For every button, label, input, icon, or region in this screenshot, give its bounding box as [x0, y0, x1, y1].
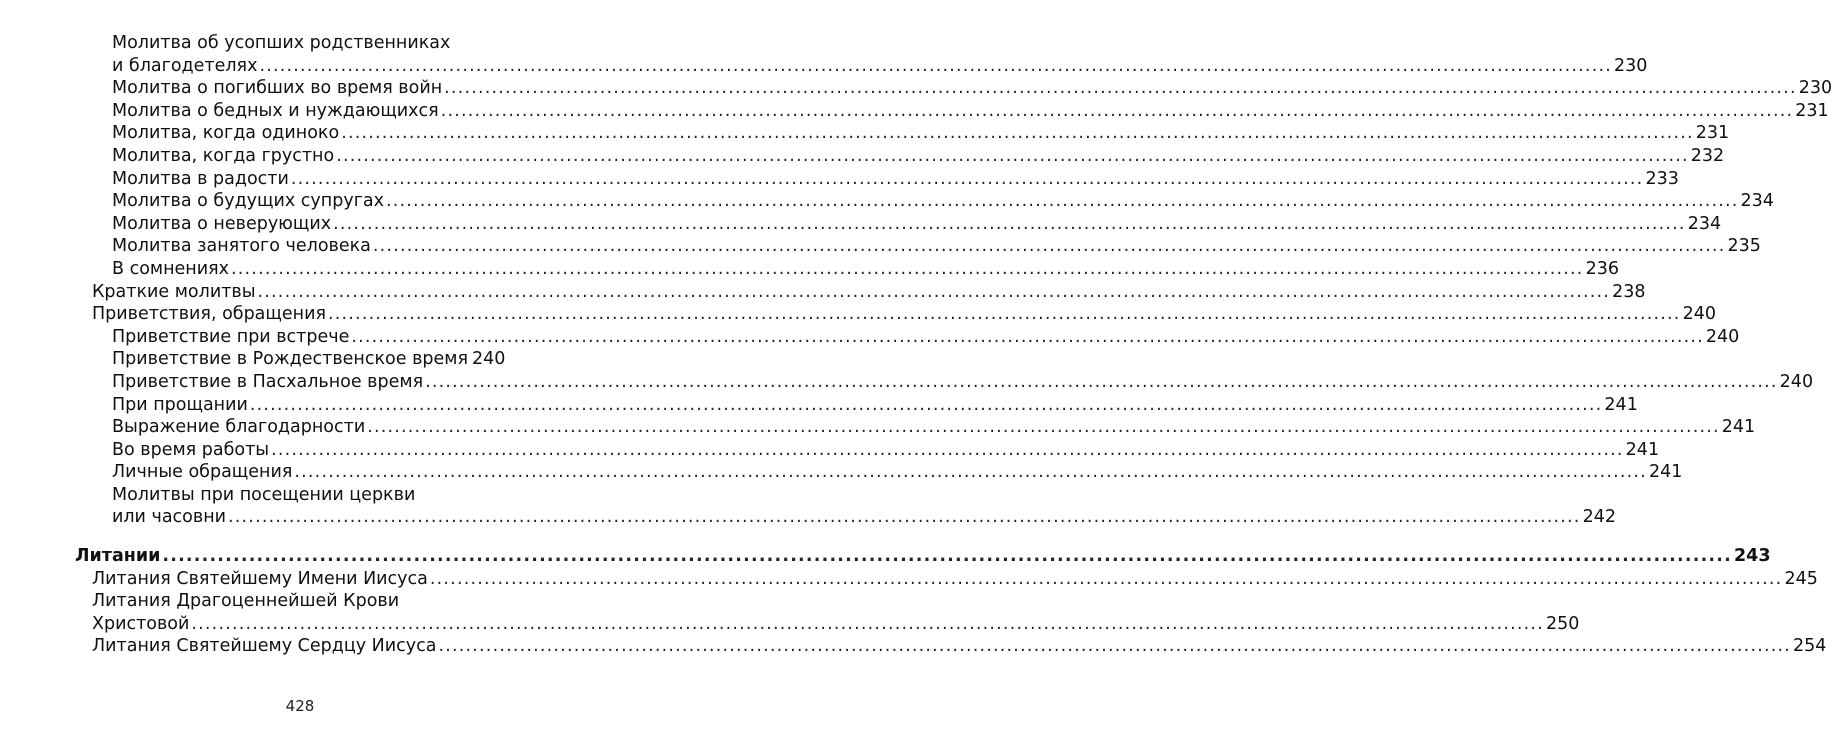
toc-page-number: 241 [1604, 394, 1638, 415]
toc-entry-title: Христовой [92, 613, 190, 634]
dot-leader: ........................................................................................................................................................................................................ [333, 213, 1686, 234]
toc-entry[interactable] [75, 190, 1774, 213]
toc-page-number: 230 [1614, 55, 1648, 76]
dot-leader: ........................................................................................................................................................................................................ [372, 236, 1726, 257]
toc-entry[interactable] [75, 326, 1740, 349]
toc-entry-title: Молитва о будущих супругах [112, 191, 384, 212]
toc-entry-title-line: Молитвы при посещении церкви [112, 484, 416, 505]
toc-entry[interactable] [75, 77, 1832, 100]
toc-entry-row [112, 235, 1761, 258]
toc-page-number: 242 [1582, 507, 1616, 528]
toc-entry-row [92, 635, 1827, 658]
toc-page-number: 236 [1585, 258, 1619, 279]
toc-page-number: 240 [472, 349, 506, 370]
toc-entry-title: В сомнениях [112, 258, 230, 279]
dot-leader: ........................................................................................................................................................................................................ [440, 100, 1794, 121]
toc-entry[interactable] [75, 635, 1827, 658]
toc-page-number: 240 [1779, 371, 1814, 392]
toc-page-number: 230 [1798, 78, 1832, 99]
toc-page-number: 235 [1727, 236, 1761, 257]
toc-entry[interactable] [75, 100, 1829, 123]
toc-entry[interactable] [75, 461, 1683, 484]
toc-entry-title: При прощании [112, 394, 248, 415]
toc-entry-title: Личные обращения [112, 462, 293, 483]
toc-entry[interactable] [75, 281, 1646, 304]
toc-entry-row [112, 213, 1722, 236]
toc-entry-title: Молитва занятого человека [112, 236, 371, 257]
toc-page-number: 240 [1682, 304, 1716, 325]
toc-entry[interactable] [75, 168, 1679, 191]
page-number: 428 [285, 697, 315, 715]
toc-page-number: 231 [1795, 100, 1829, 121]
toc-entry-row [112, 190, 1774, 213]
toc-entry[interactable] [75, 439, 1660, 462]
toc-entry-row [75, 545, 1771, 568]
dot-leader: ........................................................................................................................................................................................................ [385, 191, 1739, 212]
toc-page-number: 254 [1793, 636, 1827, 657]
toc-entry-title: Молитва, когда грустно [112, 145, 335, 166]
toc-entry-row [92, 303, 1716, 326]
toc-entry-title: Литании [75, 546, 161, 567]
toc-entry-title-line: Молитва об усопших родственниках [112, 33, 451, 53]
table-of-contents [75, 32, 1832, 658]
dot-leader: ........................................................................................................................................................................................................ [294, 462, 1647, 483]
toc-page-number: 241 [1721, 417, 1756, 438]
toc-page-number: 241 [1648, 462, 1683, 483]
toc-entry-row [112, 439, 1660, 462]
toc-entry-title: Молитва, когда одиноко [112, 123, 340, 144]
toc-page-number: 243 [1733, 546, 1771, 567]
toc-entry-row [112, 55, 1648, 78]
dot-leader: ........................................................................................................................................................................................................ [257, 281, 1611, 302]
toc-page-number: 240 [1705, 326, 1740, 347]
toc-entry-row [112, 77, 1832, 100]
toc-entry-row [112, 100, 1829, 123]
toc-entry-row [112, 258, 1619, 281]
dot-leader: ........................................................................................................................................................................................................ [429, 568, 1783, 589]
dot-leader: ........................................................................................................................................................................................................ [290, 168, 1644, 189]
toc-entry-row [112, 145, 1725, 168]
toc-entry-title: Выражение благодарности [112, 417, 366, 438]
toc-entry-title: Во время работы [112, 439, 270, 460]
dot-leader: ........................................................................................................................................................................................................ [228, 507, 1581, 528]
toc-entry[interactable] [75, 122, 1730, 145]
toc-entry-title: Приветствия, обращения [92, 304, 326, 325]
toc-entry-title: Молитва о неверующих [112, 213, 332, 234]
toc-entry-title: Краткие молитвы [92, 281, 256, 302]
toc-entry[interactable] [75, 568, 1818, 591]
toc-entry-title: Литания Святейшему Имени Иисуса [92, 568, 428, 589]
toc-entry[interactable] [75, 303, 1716, 326]
toc-entry[interactable] [75, 213, 1722, 236]
toc-entry-row [112, 371, 1814, 394]
toc-entry-title: Литания Святейшему Сердцу Иисуса [92, 636, 437, 657]
toc-entry-row [112, 326, 1740, 349]
toc-page-number: 250 [1545, 613, 1580, 634]
toc-entry[interactable] [75, 416, 1756, 439]
dot-leader: ........................................................................................................................................................................................................ [249, 394, 1603, 415]
toc-entry-title: Приветствие в Пасхальное время [112, 371, 424, 392]
toc-entry-row [112, 461, 1683, 484]
dot-leader: ........................................................................................................................................................................................................ [438, 636, 1792, 657]
dot-leader: ........................................................................................................................................................................................................ [259, 55, 1612, 76]
dot-leader: ........................................................................................................................................................................................................ [328, 304, 1681, 325]
toc-entry[interactable] [75, 484, 1616, 529]
toc-entry[interactable] [75, 371, 1814, 394]
toc-entry[interactable] [75, 32, 1648, 77]
toc-entry-title: Молитва в радости [112, 168, 289, 189]
toc-entry[interactable] [75, 545, 1771, 568]
toc-entry[interactable] [75, 258, 1619, 281]
toc-page-number: 241 [1625, 439, 1660, 460]
dot-leader: ........................................................................................................................................................................................................ [336, 145, 1689, 166]
toc-page-number: 245 [1784, 568, 1818, 589]
dot-leader: ........................................................................................................................................................................................................ [425, 371, 1778, 392]
toc-entry-row [112, 394, 1638, 417]
toc-entry-title: Приветствие в Рождественское время [112, 349, 468, 370]
dot-leader: ........................................................................................................................................................................................................ [162, 546, 1732, 567]
toc-entry-title: Молитва о бедных и нуждающихся [112, 100, 439, 121]
dot-leader: ........................................................................................................................................................................................................ [231, 258, 1584, 279]
toc-entry-title: Приветствие при встрече [112, 326, 350, 347]
toc-page-number: 233 [1645, 168, 1679, 189]
toc-entry-row [92, 281, 1646, 304]
toc-entry-row [112, 506, 1616, 529]
toc-entry[interactable] [75, 590, 1580, 635]
section-gap [75, 529, 505, 545]
toc-entry-row [112, 122, 1730, 145]
toc-entry-title: или часовни [112, 507, 227, 528]
toc-page-number: 231 [1695, 123, 1730, 144]
toc-entry-title: и благодетелях [112, 55, 258, 76]
toc-entry-row [112, 348, 505, 371]
dot-leader: ........................................................................................................................................................................................................ [341, 123, 1694, 144]
toc-entry[interactable] [75, 235, 1761, 258]
toc-entry-row [112, 168, 1679, 191]
dot-leader: ........................................................................................................................................................................................................ [191, 613, 1544, 634]
dot-leader: ........................................................................................................................................................................................................ [444, 78, 1797, 99]
toc-entry-row [92, 568, 1818, 591]
toc-page-number: 238 [1612, 281, 1646, 302]
toc-entry-title: Молитва о погибших во время войн [112, 78, 443, 99]
toc-entry[interactable] [75, 394, 1638, 417]
dot-leader: ........................................................................................................................................................................................................ [351, 326, 1704, 347]
toc-page-number: 234 [1740, 191, 1774, 212]
toc-entry-title-line: Литания Драгоценнейшей Крови [92, 591, 400, 612]
dot-leader: ........................................................................................................................................................................................................ [271, 439, 1624, 460]
toc-page-number: 234 [1687, 213, 1722, 234]
toc-page-number: 232 [1690, 145, 1725, 166]
toc-entry[interactable] [75, 348, 505, 371]
toc-entry-row [92, 613, 1580, 636]
dot-leader: ........................................................................................................................................................................................................ [367, 417, 1720, 438]
toc-entry[interactable] [75, 145, 1725, 168]
toc-entry-row [112, 416, 1756, 439]
